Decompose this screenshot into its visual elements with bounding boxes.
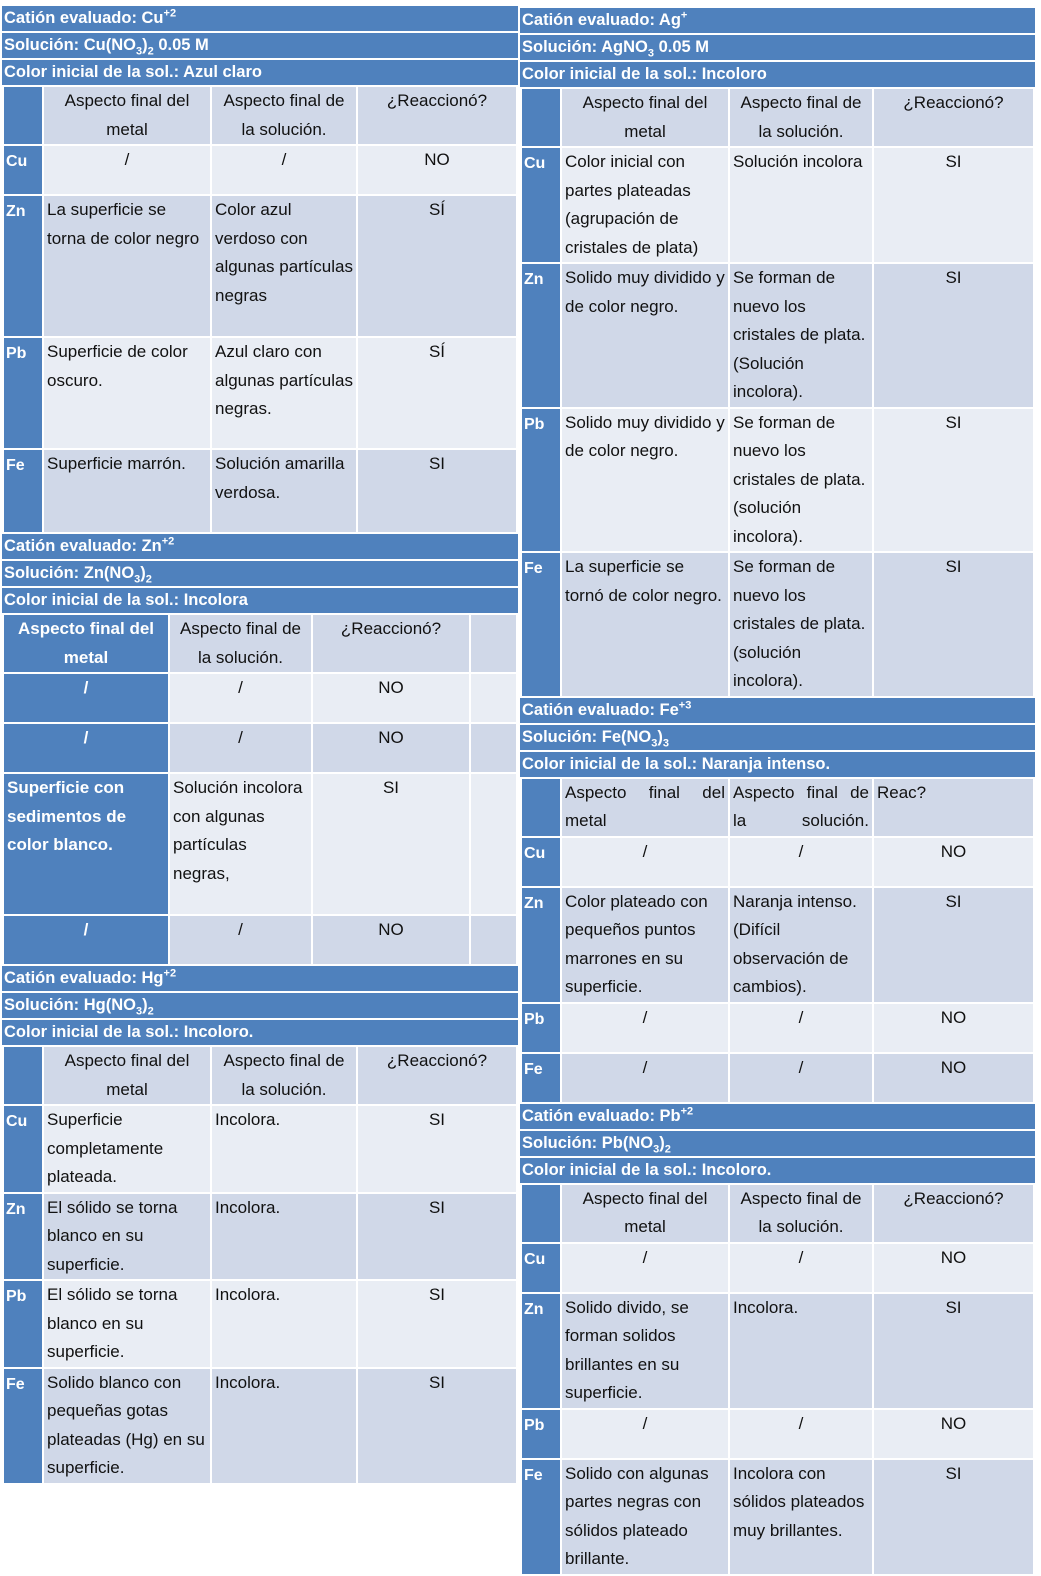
cell-reacted: NO — [874, 1244, 1033, 1292]
metal-label: Cu — [522, 148, 560, 262]
header-solution: Aspecto final de la solución. — [730, 1185, 872, 1242]
table-header-row — [522, 1185, 1033, 1242]
color-header: Color inicial de la sol.: Incolora — [2, 588, 518, 613]
table-row — [4, 450, 516, 532]
cell-solution: / — [730, 1244, 872, 1292]
cell-reacted: NO — [313, 916, 469, 964]
cell-solution: / — [170, 916, 311, 964]
color-header: Color inicial de la sol.: Naranja intenso. — [520, 752, 1035, 777]
metal-label: Zn — [4, 196, 42, 336]
cell-solution: / — [212, 146, 356, 194]
results-table-ag — [520, 87, 1035, 698]
metal-label: Fe — [4, 1369, 42, 1483]
solution-header: Solución: $Zn(NO_3)_2$ — [2, 561, 518, 586]
table-row — [4, 674, 516, 722]
cell-solution: / — [730, 1410, 872, 1458]
cell-reacted: SI — [874, 553, 1033, 696]
cell-reacted: NO — [874, 1410, 1033, 1458]
empty-cell — [471, 674, 516, 722]
table-row — [522, 1294, 1033, 1408]
cell-reacted: SI — [358, 1369, 516, 1483]
header-metal: Aspecto final del metal — [562, 89, 728, 146]
table-row — [522, 1004, 1033, 1052]
table-header-row — [4, 87, 516, 144]
block-pb — [520, 1104, 1035, 1576]
header-metal: Aspecto final del metal — [4, 615, 168, 672]
cell-solution: Se forman de nuevo los cristales de plata. (solución incolora). — [730, 553, 872, 696]
header-solution: Aspecto final de la solución. — [730, 779, 872, 836]
cell-metal: / — [4, 916, 168, 964]
cell-reacted: SI — [874, 264, 1033, 407]
cell-metal: Superficie con sedimentos de color blanco. — [4, 774, 168, 914]
cell-reacted: SI — [358, 1194, 516, 1280]
corner-cell — [4, 87, 42, 144]
table-row — [522, 148, 1033, 262]
cell-reacted: SI — [874, 1294, 1033, 1408]
header-metal: Aspecto final del metal — [562, 1185, 728, 1242]
cell-metal: La superficie se tornó de color negro. — [562, 553, 728, 696]
corner-cell — [522, 1185, 560, 1242]
header-reacted: ¿Reaccionó? — [358, 87, 516, 144]
cell-metal: Superficie completamente plateada. — [44, 1106, 210, 1192]
cell-metal: Color plateado con pequeños puntos marrones en su superficie. — [562, 888, 728, 1002]
header-reacted: ¿Reaccionó? — [874, 1185, 1033, 1242]
metal-label: Fe — [522, 1460, 560, 1574]
solution-header: Solución: AgNO$_3$ 0.05 M — [520, 35, 1035, 60]
cell-solution: Incolora. — [212, 1281, 356, 1367]
table-row — [4, 1194, 516, 1280]
cell-reacted: SI — [874, 888, 1033, 1002]
cation-header: Catión evaluado: $Hg^{+2}$ — [2, 966, 518, 991]
cell-solution: Se forman de nuevo los cristales de plata. (Solución incolora). — [730, 264, 872, 407]
cell-metal: Solido blanco con pequeñas gotas plateadas (Hg) en su superficie. — [44, 1369, 210, 1483]
metal-label: Fe — [522, 553, 560, 696]
cell-reacted: SI — [874, 409, 1033, 552]
cell-reacted: SI — [313, 774, 469, 914]
metal-label: Zn — [522, 1294, 560, 1408]
block-hg — [2, 966, 518, 1485]
cation-header: Catión evaluado: $Pb^{+2}$ — [520, 1104, 1035, 1129]
cell-reacted: SI — [358, 1106, 516, 1192]
cell-reacted: SI — [358, 1281, 516, 1367]
cell-reacted: SÍ — [358, 338, 516, 448]
table-header-row — [4, 1047, 516, 1104]
cell-solution: Azul claro con algunas partículas negras. — [212, 338, 356, 448]
table-header-row — [522, 89, 1033, 146]
cell-solution: Solución incolora con algunas partículas negras, — [170, 774, 311, 914]
cell-solution: Incolora. — [212, 1106, 356, 1192]
cell-metal: / — [4, 674, 168, 722]
cell-metal: Solido muy dividido y de color negro. — [562, 409, 728, 552]
cell-metal: El sólido se torna blanco en su superficie. — [44, 1194, 210, 1280]
metal-label: Zn — [522, 888, 560, 1002]
header-reacted: ¿Reaccionó? — [358, 1047, 516, 1104]
results-table-zn — [2, 613, 518, 966]
cell-solution: / — [170, 674, 311, 722]
cell-solution: Color azul verdoso con algunas partículas negras — [212, 196, 356, 336]
header-metal: Aspecto final del metal — [562, 779, 728, 836]
cell-solution: / — [730, 1054, 872, 1102]
block-ag — [520, 8, 1035, 698]
cell-metal: Superficie de color oscuro. — [44, 338, 210, 448]
solution-header: Solución: $Pb(NO_3)_2$ — [520, 1131, 1035, 1156]
empty-cell — [471, 916, 516, 964]
metal-label: Pb — [4, 338, 42, 448]
metal-label: Cu — [522, 838, 560, 886]
table-row — [4, 1281, 516, 1367]
cell-reacted: NO — [313, 674, 469, 722]
table-row — [4, 1106, 516, 1192]
metal-label: Zn — [522, 264, 560, 407]
table-row — [4, 916, 516, 964]
cell-metal: / — [44, 146, 210, 194]
metal-label: Fe — [4, 450, 42, 532]
table-row — [4, 724, 516, 772]
block-fe — [520, 698, 1035, 1104]
table-header-row — [4, 615, 516, 672]
metal-label: Pb — [522, 409, 560, 552]
results-table-hg — [2, 1045, 518, 1485]
table-row — [522, 1054, 1033, 1102]
right-column — [520, 8, 1035, 1576]
metal-label: Cu — [4, 1106, 42, 1192]
table-row — [4, 1369, 516, 1483]
table-row — [522, 1410, 1033, 1458]
cell-metal: / — [562, 1410, 728, 1458]
color-header: Color inicial de la sol.: Azul claro — [2, 60, 518, 85]
metal-label: Zn — [4, 1194, 42, 1280]
metal-label: Cu — [522, 1244, 560, 1292]
cell-reacted: SI — [874, 1460, 1033, 1574]
results-table-fe — [520, 777, 1035, 1104]
results-table-pb — [520, 1183, 1035, 1576]
left-column — [2, 6, 518, 1485]
header-solution: Aspecto final de la solución. — [212, 1047, 356, 1104]
header-reacted: ¿Reaccionó? — [874, 89, 1033, 146]
table-row — [4, 196, 516, 336]
table-row — [522, 1244, 1033, 1292]
cell-metal: / — [4, 724, 168, 772]
metal-label: Cu — [4, 146, 42, 194]
metal-label: Pb — [522, 1004, 560, 1052]
header-solution: Aspecto final de la solución. — [170, 615, 311, 672]
cell-metal: Solido muy dividido y de color negro. — [562, 264, 728, 407]
results-table-cu — [2, 85, 518, 534]
metal-label: Pb — [4, 1281, 42, 1367]
cell-reacted: SI — [358, 450, 516, 532]
header-reacted: ¿Reaccionó? — [313, 615, 469, 672]
cell-solution: Incolora. — [212, 1194, 356, 1280]
cell-solution: / — [170, 724, 311, 772]
cell-metal: Color inicial con partes plateadas (agrupación de cristales de plata) — [562, 148, 728, 262]
cell-metal: / — [562, 838, 728, 886]
table-row — [4, 146, 516, 194]
cell-reacted: NO — [874, 1054, 1033, 1102]
cell-solution: Solución amarilla verdosa. — [212, 450, 356, 532]
cell-solution: Incolora. — [212, 1369, 356, 1483]
cell-metal: Superficie marrón. — [44, 450, 210, 532]
cation-header: Catión evaluado: $Fe^{+3}$ — [520, 698, 1035, 723]
cell-solution: Solución incolora — [730, 148, 872, 262]
header-metal: Aspecto final del metal — [44, 1047, 210, 1104]
solution-header: Solución: $Cu(NO_3)_2$ 0.05 M — [2, 33, 518, 58]
corner-cell — [522, 779, 560, 836]
cell-solution: / — [730, 1004, 872, 1052]
cell-reacted: SÍ — [358, 196, 516, 336]
table-row — [522, 1460, 1033, 1574]
solution-header: Solución: $Fe(NO_3)_3$ — [520, 725, 1035, 750]
table-row — [522, 553, 1033, 696]
color-header: Color inicial de la sol.: Incoloro — [520, 62, 1035, 87]
header-metal: Aspecto final del metal — [44, 87, 210, 144]
block-zn — [2, 534, 518, 966]
cell-metal: / — [562, 1004, 728, 1052]
cell-reacted: NO — [874, 1004, 1033, 1052]
empty-cell — [471, 774, 516, 914]
cell-metal: La superficie se torna de color negro — [44, 196, 210, 336]
table-row — [522, 888, 1033, 1002]
cell-reacted: SI — [874, 148, 1033, 262]
table-row — [522, 409, 1033, 552]
table-row — [4, 774, 516, 914]
cation-header: Catión evaluado: $Zn^{+2}$ — [2, 534, 518, 559]
corner-cell — [522, 89, 560, 146]
cell-reacted: NO — [313, 724, 469, 772]
cell-metal: / — [562, 1244, 728, 1292]
table-row — [522, 838, 1033, 886]
color-header: Color inicial de la sol.: Incoloro. — [2, 1020, 518, 1045]
cell-reacted: NO — [358, 146, 516, 194]
header-solution: Aspecto final de la solución. — [730, 89, 872, 146]
block-cu — [2, 6, 518, 534]
cell-solution: Incolora con sólidos plateados muy brillantes. — [730, 1460, 872, 1574]
cation-header: Catión evaluado: $Cu^{+2}$ — [2, 6, 518, 31]
cell-metal: Solido divido, se forman solidos brillantes en su superficie. — [562, 1294, 728, 1408]
cation-header: Catión evaluado: Ag+ — [520, 8, 1035, 33]
cell-solution: Se forman de nuevo los cristales de plata. (solución incolora). — [730, 409, 872, 552]
empty-cell — [471, 724, 516, 772]
metal-label: Fe — [522, 1054, 560, 1102]
cell-metal: El sólido se torna blanco en su superficie. — [44, 1281, 210, 1367]
color-header: Color inicial de la sol.: Incoloro. — [520, 1158, 1035, 1183]
table-header-row — [522, 779, 1033, 836]
cell-metal: / — [562, 1054, 728, 1102]
cell-reacted: NO — [874, 838, 1033, 886]
header-solution: Aspecto final de la solución. — [212, 87, 356, 144]
solution-header: Solución: $Hg(NO_3)_2$ — [2, 993, 518, 1018]
header-reacted: Reac? — [874, 779, 1033, 836]
cell-solution: Incolora. — [730, 1294, 872, 1408]
cell-solution: Naranja intenso. (Difícil observación de cambios). — [730, 888, 872, 1002]
cell-metal: Solido con algunas partes negras con sólidos plateado brillante. — [562, 1460, 728, 1574]
table-row — [4, 338, 516, 448]
metal-label: Pb — [522, 1410, 560, 1458]
table-row — [522, 264, 1033, 407]
cell-solution: / — [730, 838, 872, 886]
empty-cell — [471, 615, 516, 672]
corner-cell — [4, 1047, 42, 1104]
